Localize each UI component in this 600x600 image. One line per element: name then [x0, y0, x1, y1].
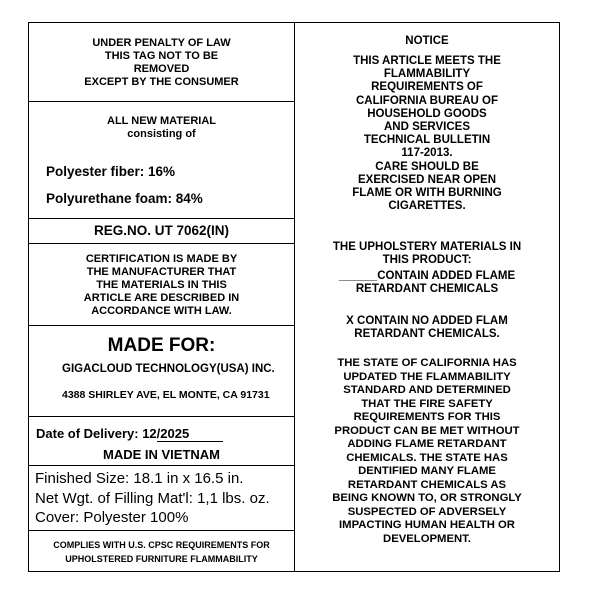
cert-line: CERTIFICATION IS MADE BY	[85, 253, 238, 265]
penalty-notice	[29, 37, 294, 89]
certification-text	[29, 253, 294, 318]
state-line: DENTIFIED MANY FLAME	[358, 465, 496, 477]
option-no-added-flame-retardant	[295, 315, 559, 341]
foam-content: Polyurethane foam: 84%	[46, 191, 203, 206]
cover-material: Cover: Polyester 100%	[35, 509, 189, 526]
state-line: SUSPECTED OF ADVERSELY	[347, 505, 507, 518]
state-line: THE STATE OF CALIFORNIA HAS	[337, 357, 517, 369]
cert-line: ACCORDANCE WITH LAW.	[91, 305, 232, 317]
company-address: 4388 SHIRLEY AVE, EL MONTE, CA 91731	[62, 389, 270, 401]
upholstery-line: THIS PRODUCT:	[382, 254, 472, 267]
delivery-label: Date of Delivery: 12	[36, 426, 157, 441]
divider	[29, 101, 294, 102]
divider	[29, 465, 294, 466]
state-line: BEING KNOWN TO, OR STRONGLY	[332, 492, 522, 504]
notice-line: EXERCISED NEAR OPEN	[357, 173, 497, 186]
left-column	[29, 23, 294, 571]
state-line: THAT THE FIRE SAFETY	[361, 397, 493, 410]
state-line: PRODUCT CAN BE MET WITHOUT	[334, 424, 520, 437]
option1-line2: RETARDANT CHEMICALS	[355, 283, 499, 296]
divider	[29, 325, 294, 326]
notice-body	[295, 55, 559, 213]
complies-line: COMPLIES WITH U.S. CPSC REQUIREMENTS FOR	[53, 540, 270, 550]
notice-line: CALIFORNIA BUREAU OF	[355, 94, 499, 107]
material-line: ALL NEW MATERIAL	[107, 115, 216, 127]
divider	[29, 530, 294, 531]
option1-blank: ______	[338, 270, 378, 282]
penalty-line: EXCEPT BY THE CONSUMER	[84, 76, 239, 88]
delivery-date	[36, 426, 301, 442]
notice-line: THIS ARTICLE MEETS THE	[353, 55, 501, 67]
cert-line: THE MATERIALS IN THIS	[96, 279, 227, 291]
notice-line: TECHNICAL BULLETIN	[363, 134, 491, 147]
fiber-content: Polyester fiber: 16%	[46, 164, 176, 179]
notice-line: AND SERVICES	[383, 121, 471, 134]
notice-line: FLAME OR WITH BURNING	[352, 187, 502, 200]
state-line: IMPACTING HUMAN HEALTH OR	[339, 519, 515, 531]
right-column	[295, 23, 559, 571]
state-line: STANDARD AND DETERMINED	[343, 384, 511, 396]
state-line: RETARDANT CHEMICALS AS	[347, 478, 507, 491]
complies-line: UPHOLSTERED FURNITURE FLAMMABILITY	[65, 554, 258, 564]
state-line: UPDATED THE FLAMMABILITY	[343, 370, 511, 383]
penalty-line: REMOVED	[133, 63, 190, 75]
notice-line: FLAMMABILITY	[383, 68, 471, 81]
cpsc-compliance	[29, 538, 294, 566]
material-line: consisting of	[127, 128, 196, 140]
cert-line: THE MANUFACTURER THAT	[86, 266, 237, 278]
reg-number: REG.NO. UT 7062(IN)	[93, 223, 230, 238]
notice-line: CARE SHOULD BE	[375, 160, 479, 173]
cert-line: ARTICLE ARE DESCRIBED IN	[83, 292, 240, 304]
option1-text: CONTAIN ADDED FLAME	[377, 270, 516, 282]
divider	[29, 243, 294, 244]
notice-line: REQUIREMENTS OF	[371, 81, 483, 94]
option2-line2: RETARDANT CHEMICALS.	[354, 328, 500, 341]
notice-line: 117-2013.	[401, 147, 453, 160]
option-added-flame-retardant	[295, 270, 559, 296]
divider	[29, 218, 294, 219]
state-statement	[295, 357, 559, 546]
law-label-tag	[28, 22, 560, 572]
notice-line: HOUSEHOLD GOODS	[367, 107, 487, 120]
delivery-value: /2025	[157, 426, 223, 442]
state-line: DEVELOPMENT.	[383, 532, 471, 545]
divider	[29, 416, 294, 417]
company-name: GIGACLOUD TECHNOLOGY(USA) INC.	[62, 363, 275, 375]
upholstery-line: THE UPHOLSTERY MATERIALS IN	[332, 241, 522, 253]
finished-size: Finished Size: 18.1 in x 16.5 in.	[35, 470, 244, 487]
penalty-line: THIS TAG NOT TO BE	[104, 50, 219, 62]
state-line: CHEMICALS. THE STATE HAS	[346, 451, 508, 464]
state-line: ADDING FLAME RETARDANT	[347, 438, 507, 450]
material-heading	[29, 115, 294, 141]
notice-heading: NOTICE	[405, 35, 449, 47]
made-in: MADE IN VIETNAM	[103, 447, 220, 462]
net-weight: Net Wgt. of Filling Mat'l: 1,1 lbs. oz.	[35, 490, 270, 507]
made-for-heading: MADE FOR:	[107, 335, 216, 356]
notice-line: CIGARETTES.	[388, 200, 466, 213]
penalty-line: UNDER PENALTY OF LAW	[92, 37, 231, 49]
state-line: REQUIREMENTS FOR THIS	[353, 411, 501, 423]
upholstery-heading	[295, 241, 559, 267]
option2-text: X CONTAIN NO ADDED FLAM	[346, 315, 508, 327]
